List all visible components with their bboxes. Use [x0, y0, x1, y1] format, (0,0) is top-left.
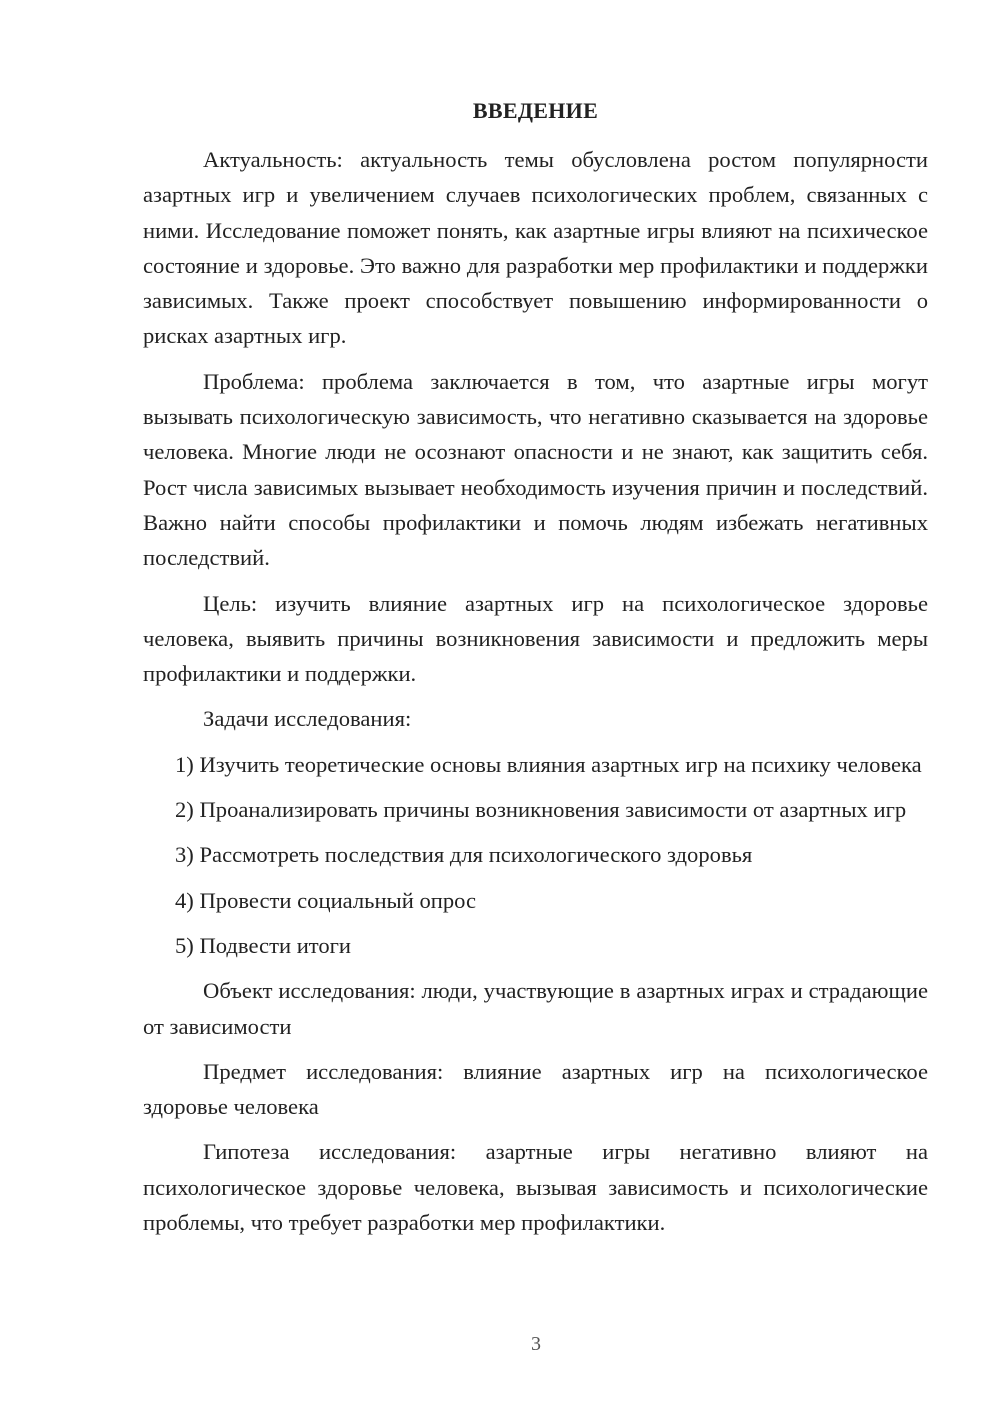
document-body — [143, 142, 928, 1250]
page-heading: ВВЕДЕНИЕ — [472, 98, 599, 123]
tasks-label: Задачи исследования: — [203, 706, 412, 732]
relevance-paragraph: Актуальность: актуальность темы обусловлена ростом популярности азартных игр и увеличением случаев психологических проблем, связанных с ними. Исследование поможет понять, как азартные игры влияют на психическое состояние и здоровье. Это важно для разработки мер профилактики и поддержки зависимых. Также проект способствует повышению информированности о рисках азартных игр. — [143, 147, 928, 349]
task-item: 1) Изучить теоретические основы влияния азартных игр на психику человека — [175, 751, 922, 777]
subject-paragraph: Предмет исследования: влияние азартных игр на психологическое здоровье человека — [143, 1058, 928, 1120]
task-item: 4) Провести социальный опрос — [175, 887, 477, 913]
problem-paragraph: Проблема: проблема заключается в том, что азартные игры могут вызывать психологическую зависимость, что негативно сказывается на здоровье человека. Многие люди не осознают опасности и не знают, как защитить себя. Рост числа зависимых вызывает необходимость изучения причин и последствий. Важно найти способы профилактики и помочь людям избежать негативных последствий. — [143, 368, 928, 571]
hypothesis-paragraph: Гипотеза исследования: азартные игры негативно влияют на психологическое здоровье человека, вызывая зависимость и психологические проблемы, что требует разработки мер профилактики. — [143, 1139, 928, 1236]
task-item: 3) Рассмотреть последствия для психологического здоровья — [175, 842, 753, 868]
task-item: 5) Подвести итоги — [175, 932, 352, 958]
object-paragraph: Объект исследования: люди, участвующие в азартных играх и страдающие от зависимости — [143, 978, 928, 1039]
page-number: 3 — [531, 1333, 541, 1355]
task-item: 2) Проанализировать причины возникновения зависимости от азартных игр — [175, 797, 907, 823]
goal-paragraph: Цель: изучить влияние азартных игр на психологическое здоровье человека, выявить причины возникновения зависимости и предложить меры профилактики и поддержки. — [143, 590, 928, 687]
